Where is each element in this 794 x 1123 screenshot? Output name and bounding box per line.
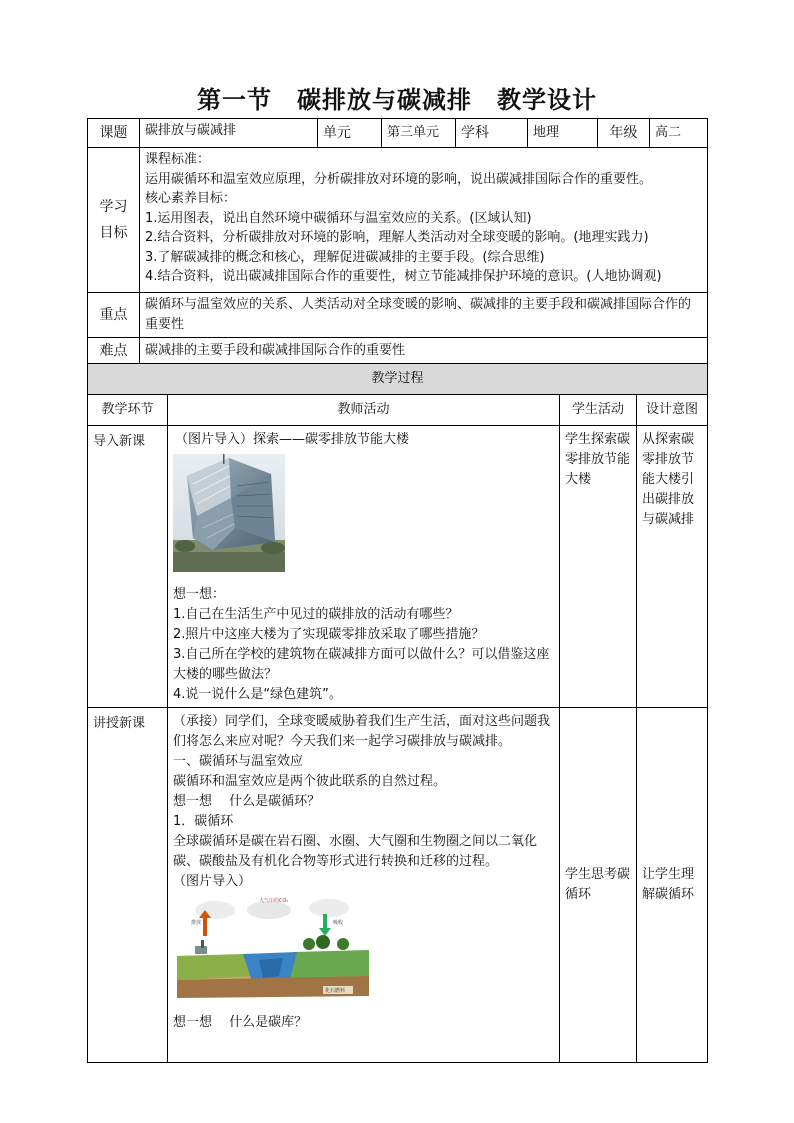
header-stage: 教学环节: [88, 395, 168, 426]
question-item: 1.自己在生活生产中见过的碳排放的活动有哪些？: [173, 607, 459, 622]
header-intent: 设计意图: [637, 395, 708, 426]
question-item: 4.说一说什么是“绿色建筑”。: [173, 687, 342, 702]
difficulties-text: 碳减排的主要手段和碳减排国际合作的重要性: [140, 338, 708, 364]
unit-label: 单元: [318, 119, 382, 148]
intro-lead: （图片导入）探索——碳零排放节能大楼: [175, 432, 410, 447]
info-table: [87, 118, 708, 364]
unit-value: 第三单元: [382, 119, 456, 148]
new-subheading: 1．碳循环: [173, 814, 234, 829]
process-section-title: 教学过程: [88, 364, 708, 395]
difficulties-label: 难点: [88, 338, 140, 364]
building-photo-graphic: [173, 454, 285, 572]
question-item: 2.照片中这座大楼为了实现碳零排放采取了哪些措施？: [173, 627, 485, 642]
goals-line: 4.结合资料，说出碳减排国际合作的重要性，树立节能减排保护环境的意识。(人地协调观): [145, 269, 662, 284]
grade-label: 年级: [598, 119, 650, 148]
carbon-cycle-graphic: [173, 896, 373, 1000]
goals-label: 学习 目标: [88, 148, 140, 293]
intro-intent: 从探索碳零排放节能大楼引出碳排放与碳减排: [637, 426, 708, 708]
think-label: 想一想：: [173, 587, 226, 602]
goals-line: 3.了解碳减排的概念和核心，理解促进碳减排的主要手段。(综合思维): [145, 249, 545, 265]
goals-line: 课程标准：: [145, 152, 211, 167]
question-item: 3.自己所在学校的建筑物在碳减排方面可以做什么？可以借鉴这座大楼的哪些做法？: [173, 647, 550, 682]
diagram-label-top: 大气中的CO₂: [259, 898, 289, 904]
diagram-label-bottom: 化石燃料: [325, 988, 346, 994]
grade-value: 高二: [650, 119, 708, 148]
topic-label: 课题: [88, 119, 140, 148]
diagram-label-right: 吸收: [333, 920, 344, 926]
new-think: 想一想 什么是碳循环？: [173, 794, 321, 809]
goals-content: [140, 148, 708, 293]
diagram-label-left: 排放: [191, 920, 202, 926]
new-para: 碳循环和温室效应是两个彼此联系的自然过程。: [173, 774, 447, 789]
page-title: 第一节 碳排放与碳减排 教学设计: [197, 85, 597, 114]
new-student: 学生思考碳循环: [560, 708, 637, 1063]
header-student: 学生活动: [560, 395, 637, 426]
key-points-text: 碳循环与温室效应的关系、人类活动对全球变暖的影响、碳减排的主要手段和碳减排国际合作的重要性: [140, 293, 708, 338]
new-intent: 让学生理解碳循环: [637, 708, 708, 1063]
goals-line: 运用碳循环和温室效应原理，分析碳排放对环境的影响，说出碳减排国际合作的重要性。: [145, 171, 653, 187]
key-points-label: 重点: [88, 293, 140, 338]
building-photo: [173, 454, 554, 579]
new-teacher: [168, 708, 560, 1063]
image-lead: （图片导入）: [173, 874, 252, 889]
new-para: 全球碳循环是碳在岩石圈、水圈、大气圈和生物圈之间以二氧化碳、碳酸盐及有机化合物等形式进行转换和迁移的过程。: [173, 834, 538, 869]
process-table: [87, 363, 708, 1063]
new-heading: 一、碳循环与温室效应: [173, 754, 304, 769]
carbon-cycle-diagram: [173, 896, 554, 1007]
intro-stage: 导入新课: [88, 426, 168, 708]
intro-student: 学生探索碳零排放节能大楼: [560, 426, 637, 708]
goals-line: 核心素养目标：: [145, 191, 237, 206]
new-para: （承接）同学们，全球变暖威胁着我们生产生活，面对这些问题我们将怎么来应对呢？今天我们来一起学习碳排放与碳减排。: [173, 714, 551, 749]
new-stage: 讲授新课: [88, 708, 168, 1063]
subject-value: 地理: [528, 119, 598, 148]
goals-line: 2.结合资料，分析碳排放对环境的影响，理解人类活动对全球变暖的影响。(地理实践力): [145, 230, 649, 245]
new-think: 想一想 什么是碳库？: [173, 1015, 308, 1030]
subject-label: 学科: [456, 119, 528, 148]
header-teacher: 教师活动: [168, 395, 560, 426]
goals-line: 1.运用图表，说出自然环境中碳循环与温室效应的关系。(区域认知): [145, 210, 532, 226]
intro-teacher: [168, 426, 560, 708]
topic-value: 碳排放与碳减排: [140, 119, 318, 148]
